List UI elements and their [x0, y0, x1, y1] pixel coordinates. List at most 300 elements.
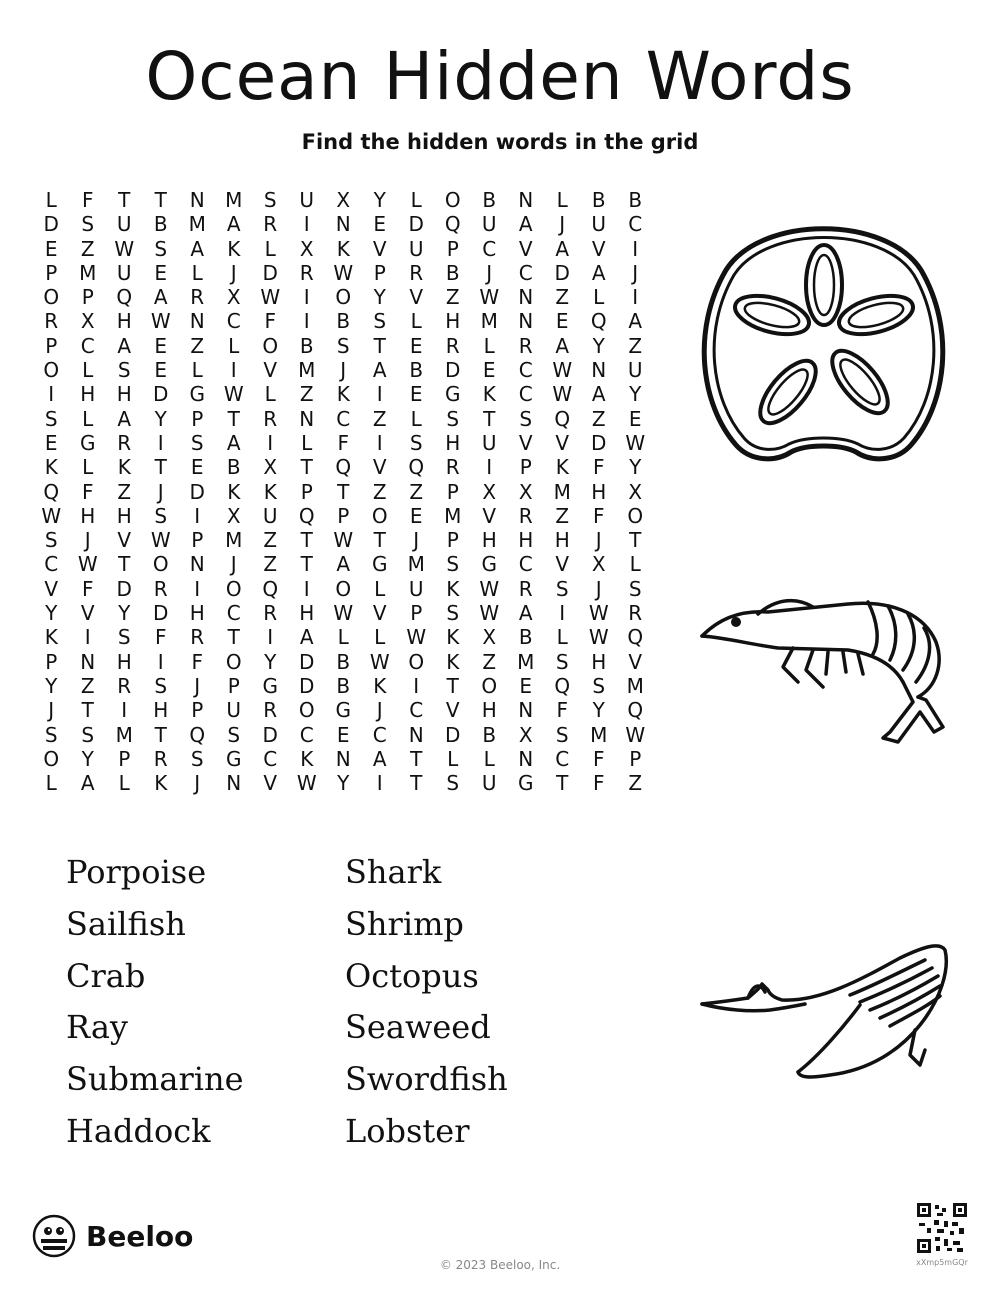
grid-letter: T — [81, 698, 94, 723]
grid-letter: W — [552, 358, 573, 383]
grid-letter: I — [157, 430, 164, 455]
grid-letter: R — [263, 212, 278, 237]
grid-letter: P — [45, 260, 58, 285]
grid-letter: I — [267, 625, 274, 650]
grid-letter: R — [263, 698, 278, 723]
grid-letter: E — [519, 673, 533, 698]
grid-letter: L — [118, 771, 130, 796]
grid-letter: T — [373, 333, 386, 358]
grid-letter: Q — [627, 698, 644, 723]
grid-letter: B — [628, 188, 643, 212]
grid-letter: P — [446, 479, 459, 504]
grid-letter: Y — [592, 333, 605, 358]
grid-row — [33, 625, 654, 649]
word-list-item: Submarine — [66, 1060, 244, 1099]
grid-letter: A — [518, 601, 533, 626]
grid-letter: Z — [372, 479, 387, 504]
grid-letter: P — [337, 503, 350, 528]
grid-letter: R — [117, 430, 132, 455]
grid-letter: C — [372, 722, 387, 747]
grid-letter: R — [518, 333, 533, 358]
grid-letter: X — [226, 285, 241, 310]
grid-letter: V — [445, 698, 460, 723]
grid-letter: A — [628, 309, 643, 334]
grid-letter: X — [263, 455, 278, 480]
grid-letter: U — [627, 358, 643, 383]
grid-letter: F — [337, 430, 349, 455]
qr-code-icon — [917, 1203, 967, 1253]
grid-letter: P — [446, 236, 459, 261]
grid-letter: X — [80, 309, 95, 334]
grid-letter: W — [369, 649, 390, 674]
grid-letter: V — [80, 601, 95, 626]
grid-row — [33, 431, 654, 455]
grid-letter: W — [150, 309, 171, 334]
grid-letter: X — [336, 188, 351, 212]
grid-letter: Z — [409, 479, 424, 504]
grid-letter: A — [299, 625, 314, 650]
grid-letter: Y — [592, 698, 605, 723]
grid-letter: E — [409, 503, 423, 528]
grid-letter: D — [153, 601, 169, 626]
grid-letter: B — [299, 333, 314, 358]
grid-letter: P — [519, 455, 532, 480]
grid-letter: J — [194, 771, 201, 796]
grid-letter: B — [518, 625, 533, 650]
grid-letter: Q — [335, 455, 352, 480]
grid-letter: C — [518, 382, 533, 407]
grid-letter: Q — [444, 212, 461, 237]
grid-letter: P — [410, 601, 423, 626]
grid-letter: K — [154, 771, 168, 796]
grid-letter: C — [44, 552, 59, 577]
grid-letter: R — [190, 625, 205, 650]
grid-letter: X — [226, 503, 241, 528]
grid-letter: C — [263, 746, 278, 771]
grid-letter: H — [518, 528, 534, 553]
grid-letter: I — [194, 503, 201, 528]
grid-letter: U — [408, 236, 424, 261]
grid-letter: W — [479, 601, 500, 626]
grid-letter: W — [552, 382, 573, 407]
grid-letter: J — [486, 260, 493, 285]
grid-letter: P — [81, 285, 94, 310]
grid-letter: P — [191, 698, 204, 723]
grid-letter: L — [337, 625, 349, 650]
grid-letter: O — [335, 576, 352, 601]
grid-letter: X — [591, 552, 606, 577]
grid-letter: M — [444, 503, 462, 528]
grid-letter: M — [225, 528, 243, 553]
page-title: Ocean Hidden Words — [145, 38, 855, 115]
grid-letter: S — [519, 406, 533, 431]
grid-letter: D — [445, 722, 461, 747]
grid-letter: E — [628, 406, 642, 431]
grid-letter: A — [117, 406, 132, 431]
grid-letter: Y — [629, 455, 642, 480]
grid-letter: L — [82, 455, 94, 480]
grid-letter: J — [376, 698, 383, 723]
grid-letter: M — [115, 722, 133, 747]
grid-letter: O — [43, 358, 60, 383]
grid-letter: V — [372, 236, 387, 261]
grid-letter: L — [301, 430, 313, 455]
grid-letter: H — [554, 528, 570, 553]
grid-letter: F — [264, 309, 276, 334]
grid-letter: G — [481, 552, 497, 577]
grid-letter: Z — [263, 528, 278, 553]
grid-letter: Z — [445, 285, 460, 310]
grid-letter: I — [632, 236, 639, 261]
grid-letter: N — [299, 406, 315, 431]
grid-letter: Y — [45, 601, 58, 626]
grid-letter: K — [336, 382, 350, 407]
grid-letter: H — [481, 528, 497, 553]
grid-row — [33, 650, 654, 674]
grid-letter: E — [373, 212, 387, 237]
grid-letter: V — [518, 236, 533, 261]
whale-illustration — [700, 940, 952, 1082]
grid-row — [33, 212, 654, 236]
grid-letter: P — [191, 406, 204, 431]
grid-letter: R — [263, 601, 278, 626]
grid-letter: A — [336, 552, 351, 577]
grid-letter: T — [629, 528, 642, 553]
qr-code-label: xXmp5mGQr — [916, 1258, 968, 1267]
grid-letter: K — [446, 625, 460, 650]
grid-letter: K — [44, 625, 58, 650]
word-list-item: Swordfish — [345, 1060, 508, 1099]
word-list-item: Sailfish — [66, 904, 186, 943]
grid-letter: S — [409, 430, 423, 455]
grid-letter: U — [481, 430, 497, 455]
grid-letter: L — [264, 382, 276, 407]
grid-row — [33, 407, 654, 431]
grid-letter: P — [45, 333, 58, 358]
grid-letter: G — [80, 430, 96, 455]
grid-letter: H — [80, 382, 96, 407]
grid-letter: L — [191, 358, 203, 383]
grid-letter: R — [153, 576, 168, 601]
grid-letter: W — [406, 625, 427, 650]
grid-letter: S — [446, 552, 460, 577]
grid-letter: C — [518, 552, 533, 577]
grid-letter: F — [592, 746, 605, 771]
grid-letter: F — [81, 479, 94, 504]
grid-letter: M — [553, 479, 571, 504]
grid-letter: H — [189, 601, 205, 626]
grid-letter: A — [226, 430, 241, 455]
grid-letter: Y — [118, 601, 131, 626]
grid-letter: S — [154, 503, 168, 528]
grid-letter: I — [303, 576, 310, 601]
grid-letter: E — [409, 382, 423, 407]
grid-letter: S — [263, 188, 277, 212]
grid-letter: V — [263, 771, 278, 796]
grid-letter: L — [374, 625, 386, 650]
grid-letter: D — [445, 358, 461, 383]
grid-letter: A — [591, 260, 606, 285]
grid-letter: W — [77, 552, 98, 577]
grid-letter: Z — [190, 333, 205, 358]
letter-grid — [33, 188, 654, 795]
grid-letter: F — [592, 771, 605, 796]
grid-letter: S — [44, 722, 58, 747]
grid-letter: V — [591, 236, 606, 261]
grid-row — [33, 309, 654, 333]
grid-letter: O — [371, 503, 388, 528]
grid-letter: P — [191, 528, 204, 553]
grid-letter: J — [230, 552, 237, 577]
grid-letter: J — [632, 260, 639, 285]
grid-letter: M — [626, 673, 644, 698]
grid-letter: E — [44, 236, 58, 261]
grid-letter: R — [153, 746, 168, 771]
grid-letter: D — [189, 479, 205, 504]
grid-letter: H — [116, 503, 132, 528]
grid-letter: V — [372, 455, 387, 480]
grid-letter: Z — [628, 771, 643, 796]
grid-letter: B — [482, 722, 497, 747]
grid-row — [33, 698, 654, 722]
grid-letter: Z — [555, 285, 570, 310]
grid-letter: M — [188, 212, 206, 237]
grid-letter: V — [117, 528, 132, 553]
grid-letter: I — [194, 576, 201, 601]
grid-letter: W — [333, 260, 354, 285]
grid-letter: N — [335, 746, 351, 771]
grid-letter: K — [300, 746, 314, 771]
grid-letter: I — [303, 212, 310, 237]
grid-letter: A — [190, 236, 205, 261]
grid-letter: N — [518, 746, 534, 771]
grid-letter: L — [556, 188, 568, 212]
grid-letter: W — [333, 528, 354, 553]
grid-letter: A — [117, 333, 132, 358]
grid-letter: M — [407, 552, 425, 577]
grid-letter: I — [230, 358, 237, 383]
grid-letter: I — [157, 649, 164, 674]
grid-letter: W — [479, 285, 500, 310]
grid-letter: K — [446, 576, 460, 601]
grid-letter: A — [80, 771, 95, 796]
grid-letter: L — [191, 260, 203, 285]
grid-letter: S — [446, 771, 460, 796]
grid-letter: O — [225, 649, 242, 674]
grid-letter: S — [336, 333, 350, 358]
grid-letter: F — [556, 698, 568, 723]
grid-letter: S — [117, 358, 131, 383]
grid-letter: R — [190, 285, 205, 310]
grid-letter: S — [628, 576, 642, 601]
grid-letter: J — [595, 528, 602, 553]
grid-letter: N — [408, 722, 424, 747]
grid-letter: D — [299, 649, 315, 674]
grid-letter: M — [480, 309, 498, 334]
grid-letter: W — [588, 601, 609, 626]
grid-letter: H — [299, 601, 315, 626]
grid-letter: E — [190, 455, 204, 480]
grid-letter: H — [445, 309, 461, 334]
grid-letter: W — [296, 771, 317, 796]
grid-letter: R — [299, 260, 314, 285]
grid-letter: G — [518, 771, 534, 796]
grid-row — [33, 285, 654, 309]
grid-letter: P — [373, 260, 386, 285]
grid-letter: S — [190, 746, 204, 771]
grid-letter: S — [592, 673, 606, 698]
grid-letter: L — [629, 552, 641, 577]
grid-letter: G — [262, 673, 278, 698]
grid-letter: R — [409, 260, 424, 285]
grid-letter: N — [226, 771, 242, 796]
grid-letter: U — [408, 576, 424, 601]
grid-letter: E — [154, 260, 168, 285]
grid-letter: W — [625, 722, 646, 747]
word-list-item: Lobster — [345, 1111, 470, 1150]
grid-letter: B — [591, 188, 606, 212]
grid-letter: Y — [45, 673, 58, 698]
grid-letter: Z — [482, 649, 497, 674]
grid-letter: E — [44, 430, 58, 455]
grid-letter: W — [479, 576, 500, 601]
grid-letter: D — [116, 576, 132, 601]
word-list-item: Ray — [66, 1008, 128, 1047]
grid-letter: Q — [590, 309, 607, 334]
grid-letter: Y — [629, 382, 642, 407]
grid-letter: R — [518, 576, 533, 601]
grid-row — [33, 455, 654, 479]
grid-letter: L — [410, 188, 422, 212]
grid-letter: W — [260, 285, 281, 310]
grid-letter: L — [556, 625, 568, 650]
grid-letter: A — [226, 212, 241, 237]
grid-row — [33, 723, 654, 747]
grid-letter: M — [590, 722, 608, 747]
grid-letter: N — [518, 698, 534, 723]
grid-letter: S — [446, 601, 460, 626]
grid-letter: Y — [264, 649, 277, 674]
grid-letter: I — [376, 430, 383, 455]
grid-letter: T — [154, 722, 167, 747]
grid-letter: I — [303, 285, 310, 310]
grid-letter: B — [482, 188, 497, 212]
grid-letter: I — [121, 698, 128, 723]
grid-letter: S — [81, 722, 95, 747]
word-list-item: Haddock — [66, 1111, 211, 1150]
grid-letter: K — [263, 479, 277, 504]
grid-letter: C — [336, 406, 351, 431]
grid-letter: S — [81, 212, 95, 237]
grid-letter: B — [153, 212, 168, 237]
grid-letter: L — [593, 285, 605, 310]
grid-letter: Z — [80, 236, 95, 261]
grid-letter: U — [591, 212, 607, 237]
grid-letter: Z — [80, 673, 95, 698]
grid-letter: V — [409, 285, 424, 310]
grid-letter: J — [230, 260, 237, 285]
grid-letter: F — [191, 649, 203, 674]
grid-letter: C — [628, 212, 643, 237]
word-list-item: Crab — [66, 956, 146, 995]
grid-row — [33, 358, 654, 382]
grid-letter: A — [372, 746, 387, 771]
grid-letter: N — [189, 309, 205, 334]
grid-letter: N — [189, 552, 205, 577]
grid-letter: K — [373, 673, 387, 698]
grid-letter: I — [632, 285, 639, 310]
grid-letter: P — [227, 673, 240, 698]
grid-letter: M — [225, 188, 243, 212]
grid-letter: W — [114, 236, 135, 261]
grid-letter: W — [588, 625, 609, 650]
grid-letter: D — [43, 212, 59, 237]
grid-letter: V — [372, 601, 387, 626]
grid-letter: X — [518, 722, 533, 747]
grid-letter: S — [555, 576, 569, 601]
grid-letter: Y — [373, 285, 386, 310]
grid-letter: T — [300, 455, 313, 480]
grid-letter: A — [591, 382, 606, 407]
beeloo-logo — [32, 1214, 193, 1258]
grid-letter: R — [117, 673, 132, 698]
grid-letter: V — [482, 503, 497, 528]
grid-letter: V — [555, 430, 570, 455]
grid-letter: U — [116, 260, 132, 285]
grid-letter: D — [591, 430, 607, 455]
grid-letter: K — [227, 236, 241, 261]
grid-letter: Q — [189, 722, 206, 747]
grid-letter: T — [446, 673, 459, 698]
grid-letter: T — [410, 771, 423, 796]
grid-letter: O — [262, 333, 279, 358]
grid-letter: J — [413, 528, 420, 553]
grid-letter: R — [445, 455, 460, 480]
grid-letter: J — [559, 212, 566, 237]
grid-letter: C — [409, 698, 424, 723]
grid-row — [33, 552, 654, 576]
grid-letter: K — [44, 455, 58, 480]
sand-dollar-illustration — [696, 200, 952, 470]
grid-letter: S — [154, 673, 168, 698]
grid-letter: A — [372, 358, 387, 383]
grid-letter: Z — [299, 382, 314, 407]
grid-letter: D — [408, 212, 424, 237]
grid-letter: Z — [591, 406, 606, 431]
grid-letter: I — [48, 382, 55, 407]
grid-letter: M — [517, 649, 535, 674]
grid-letter: W — [333, 601, 354, 626]
grid-letter: S — [154, 236, 168, 261]
grid-letter: F — [592, 455, 605, 480]
grid-letter: I — [413, 673, 420, 698]
grid-letter: Y — [373, 188, 386, 212]
grid-letter: O — [408, 649, 425, 674]
grid-letter: C — [482, 236, 497, 261]
grid-letter: Q — [554, 673, 571, 698]
grid-row — [33, 528, 654, 552]
grid-letter: X — [482, 625, 497, 650]
grid-letter: Z — [117, 479, 132, 504]
grid-letter: Q — [408, 455, 425, 480]
grid-letter: L — [410, 406, 422, 431]
grid-letter: T — [373, 528, 386, 553]
grid-letter: S — [44, 406, 58, 431]
grid-letter: O — [152, 552, 169, 577]
grid-letter: Z — [372, 406, 387, 431]
grid-letter: Z — [263, 552, 278, 577]
grid-letter: R — [44, 309, 59, 334]
